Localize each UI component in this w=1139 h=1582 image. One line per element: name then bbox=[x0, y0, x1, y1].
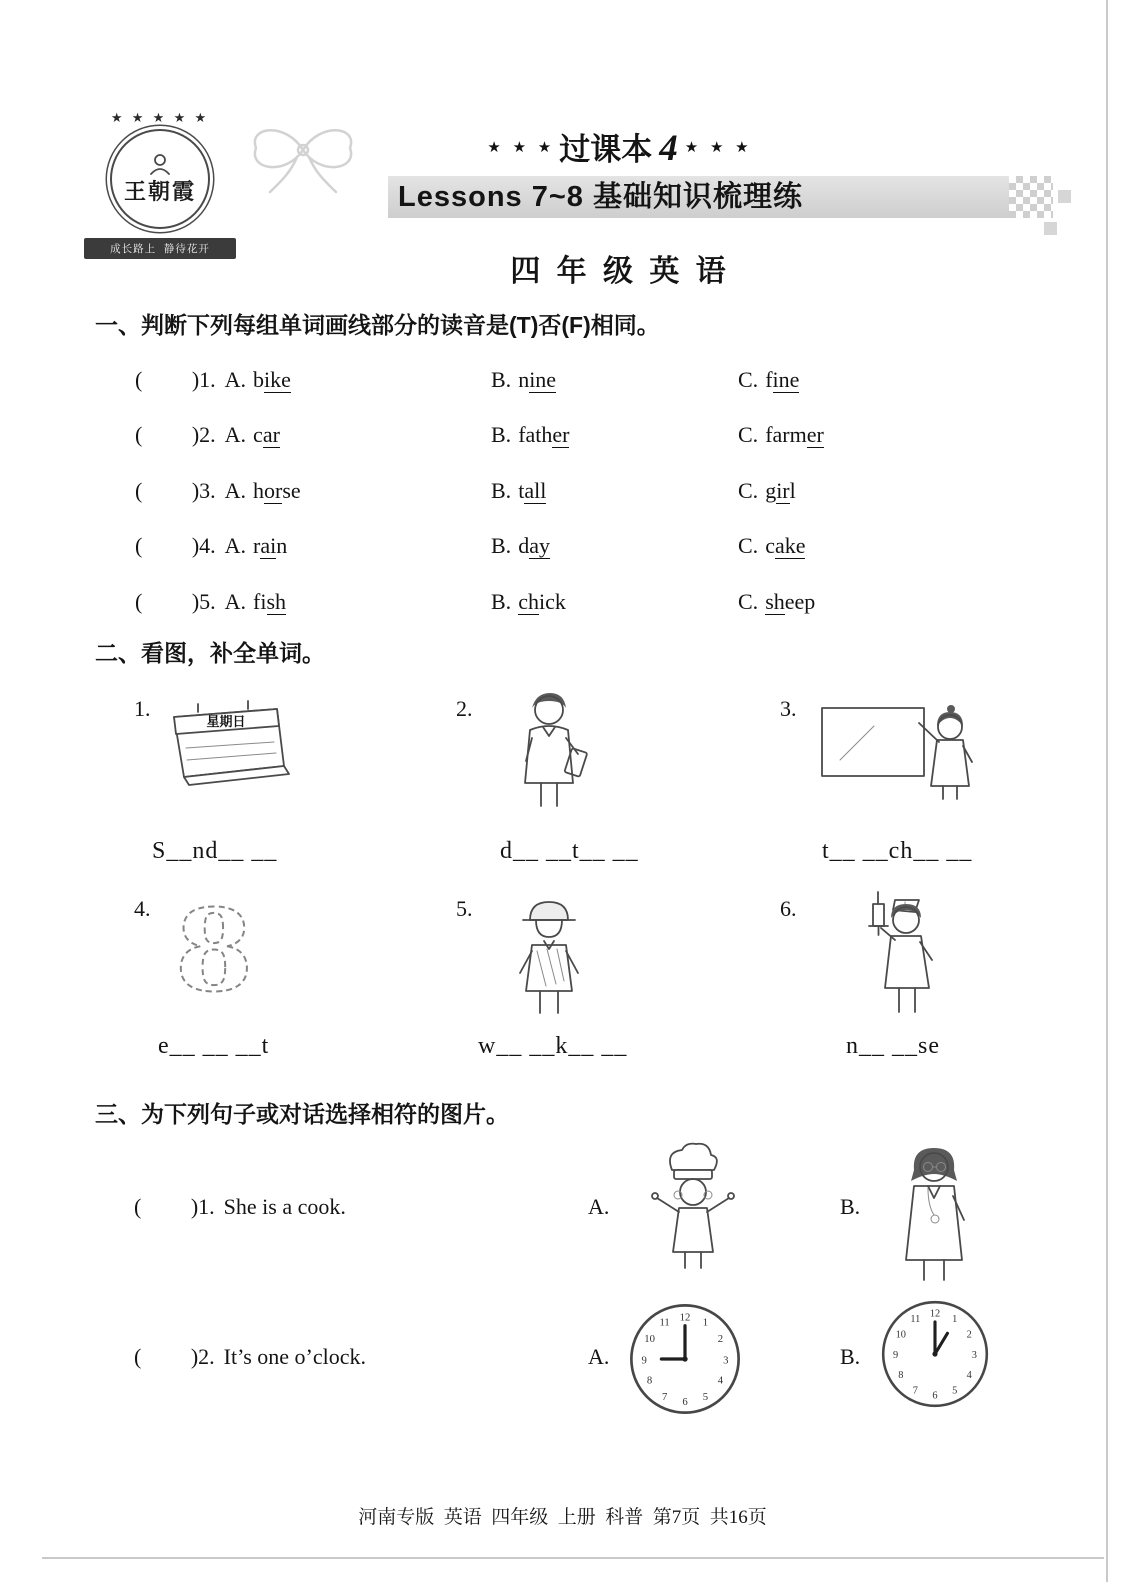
page-footer: 河南专版 英语 四年级 上册 科普 第7页 共16页 bbox=[358, 1507, 767, 1528]
section1-rows bbox=[135, 352, 1075, 630]
clock-b-illustration bbox=[878, 1297, 992, 1411]
svg-text:6: 6 bbox=[682, 1396, 688, 1409]
choice-letter-a: A. bbox=[588, 1194, 610, 1219]
pronunciation-row bbox=[135, 463, 1075, 519]
word-blank: d__ __t__ __ bbox=[500, 838, 639, 864]
svg-text:8: 8 bbox=[898, 1369, 904, 1381]
doctor-woman-illustration bbox=[884, 1136, 984, 1286]
option-b: B. nine bbox=[491, 366, 557, 392]
cook-illustration bbox=[632, 1140, 747, 1275]
svg-text:10: 10 bbox=[895, 1329, 906, 1341]
option-a: A. horse bbox=[224, 477, 301, 503]
option-b: B. father bbox=[491, 422, 570, 448]
pronunciation-row bbox=[135, 352, 1075, 408]
ribbon-bow-icon bbox=[228, 112, 378, 200]
svg-text:9: 9 bbox=[641, 1354, 647, 1367]
banner-checker-decoration bbox=[1009, 176, 1053, 218]
section3-title: 三、为下列句子或对话选择相符的图片。 bbox=[95, 1101, 509, 1127]
lesson-title: Lessons 7~8 基础知识梳理练 bbox=[398, 181, 803, 213]
grade-title: 四 年 级 英 语 bbox=[510, 255, 730, 288]
svg-text:5: 5 bbox=[952, 1385, 958, 1397]
calendar-day-label: 星期日 bbox=[206, 714, 246, 729]
answer-blank: ( )4. bbox=[135, 533, 216, 559]
answer-blank: ( )1. bbox=[135, 366, 216, 392]
series-name: 过课本 bbox=[559, 132, 653, 167]
svg-text:3: 3 bbox=[971, 1350, 977, 1362]
question-sentence: ( )2. It’s one o’clock. bbox=[134, 1344, 367, 1369]
answer-blank: ( )5. bbox=[135, 588, 216, 614]
item-number: 4. bbox=[134, 896, 151, 921]
publisher-badge bbox=[76, 110, 244, 268]
option-c: C. fine bbox=[738, 366, 800, 392]
badge-seal bbox=[110, 129, 210, 229]
choice-letter-a: A. bbox=[588, 1344, 610, 1369]
option-a: A. fish bbox=[224, 588, 287, 614]
stars-left-icon: ★ ★ ★ bbox=[487, 140, 556, 156]
figure-eight: 8 bbox=[175, 893, 253, 1013]
choice-letter-b: B. bbox=[840, 1194, 861, 1219]
item-number: 5. bbox=[456, 896, 473, 921]
option-a: A. rain bbox=[224, 533, 288, 559]
badge-stars-icon: ★ ★ ★ ★ ★ bbox=[110, 110, 210, 125]
svg-text:5: 5 bbox=[702, 1390, 709, 1403]
series-number: 4 bbox=[659, 128, 678, 169]
badge-person-icon bbox=[147, 153, 173, 175]
badge-ribbon: 成长路上 静待花开 bbox=[84, 238, 236, 259]
option-c: C. sheep bbox=[738, 588, 816, 614]
doctor-boy-illustration bbox=[498, 688, 598, 818]
item-number: 3. bbox=[780, 696, 797, 721]
option-b: B. day bbox=[491, 533, 550, 559]
svg-text:1: 1 bbox=[702, 1316, 709, 1329]
pronunciation-row bbox=[135, 519, 1075, 575]
svg-text:3: 3 bbox=[723, 1354, 729, 1367]
banner-square-decoration bbox=[1058, 190, 1071, 203]
scan-edge-bottom bbox=[42, 1557, 1104, 1559]
badge-brand-name: 王朝霞 bbox=[123, 178, 196, 204]
svg-text:9: 9 bbox=[893, 1350, 899, 1362]
item-number: 2. bbox=[456, 696, 473, 721]
word-blank: w__ __k__ __ bbox=[478, 1033, 628, 1059]
choice-letter-b: B. bbox=[840, 1344, 861, 1369]
option-a: A. bike bbox=[224, 366, 291, 392]
option-c: C. girl bbox=[738, 477, 796, 503]
option-b: B. chick bbox=[491, 588, 566, 614]
option-c: C. cake bbox=[738, 533, 806, 559]
calendar-illustration bbox=[156, 700, 296, 790]
option-b: B. tall bbox=[491, 477, 547, 503]
pronunciation-row bbox=[135, 574, 1075, 630]
stars-right-icon: ★ ★ ★ bbox=[684, 140, 753, 156]
question-sentence: ( )1. She is a cook. bbox=[134, 1194, 346, 1219]
word-blank: t__ __ch__ __ bbox=[822, 838, 973, 864]
section2-title: 二、看图，补全单词。 bbox=[95, 640, 325, 666]
option-c: C. farmer bbox=[738, 422, 824, 448]
svg-text:2: 2 bbox=[966, 1329, 972, 1341]
section1-title: 一、判断下列每组单词画线部分的读音是(T)否(F)相同。 bbox=[95, 312, 660, 338]
answer-blank: ( )2. bbox=[134, 1344, 215, 1369]
svg-text:4: 4 bbox=[717, 1374, 724, 1387]
word-blank: e__ __ __t bbox=[158, 1033, 270, 1059]
svg-text:12: 12 bbox=[679, 1311, 691, 1324]
option-a: A. car bbox=[224, 422, 280, 448]
svg-text:10: 10 bbox=[644, 1332, 655, 1345]
word-blank: n__ __se bbox=[846, 1033, 940, 1059]
svg-text:7: 7 bbox=[661, 1390, 668, 1403]
svg-text:11: 11 bbox=[910, 1313, 921, 1325]
series-title bbox=[487, 124, 752, 170]
answer-blank: ( )1. bbox=[134, 1194, 215, 1219]
item-number: 1. bbox=[134, 696, 151, 721]
clock-a-illustration bbox=[626, 1300, 744, 1418]
answer-blank: ( )2. bbox=[135, 422, 216, 448]
nurse-illustration bbox=[833, 888, 948, 1023]
number-eight-illustration bbox=[168, 893, 260, 1013]
svg-text:2: 2 bbox=[717, 1332, 724, 1345]
svg-text:6: 6 bbox=[932, 1390, 938, 1402]
svg-text:11: 11 bbox=[659, 1316, 670, 1329]
item-number: 6. bbox=[780, 896, 797, 921]
scan-edge-right bbox=[1106, 0, 1108, 1582]
banner-square-decoration bbox=[1044, 222, 1057, 235]
word-blank: S__nd__ __ bbox=[152, 838, 278, 864]
svg-text:4: 4 bbox=[966, 1369, 972, 1381]
teacher-illustration bbox=[818, 700, 976, 802]
worker-illustration bbox=[502, 893, 597, 1021]
svg-text:1: 1 bbox=[952, 1313, 958, 1325]
answer-blank: ( )3. bbox=[135, 477, 216, 503]
svg-text:7: 7 bbox=[912, 1385, 918, 1397]
svg-text:8: 8 bbox=[646, 1374, 653, 1387]
pronunciation-row bbox=[135, 408, 1075, 464]
svg-text:12: 12 bbox=[929, 1308, 941, 1320]
